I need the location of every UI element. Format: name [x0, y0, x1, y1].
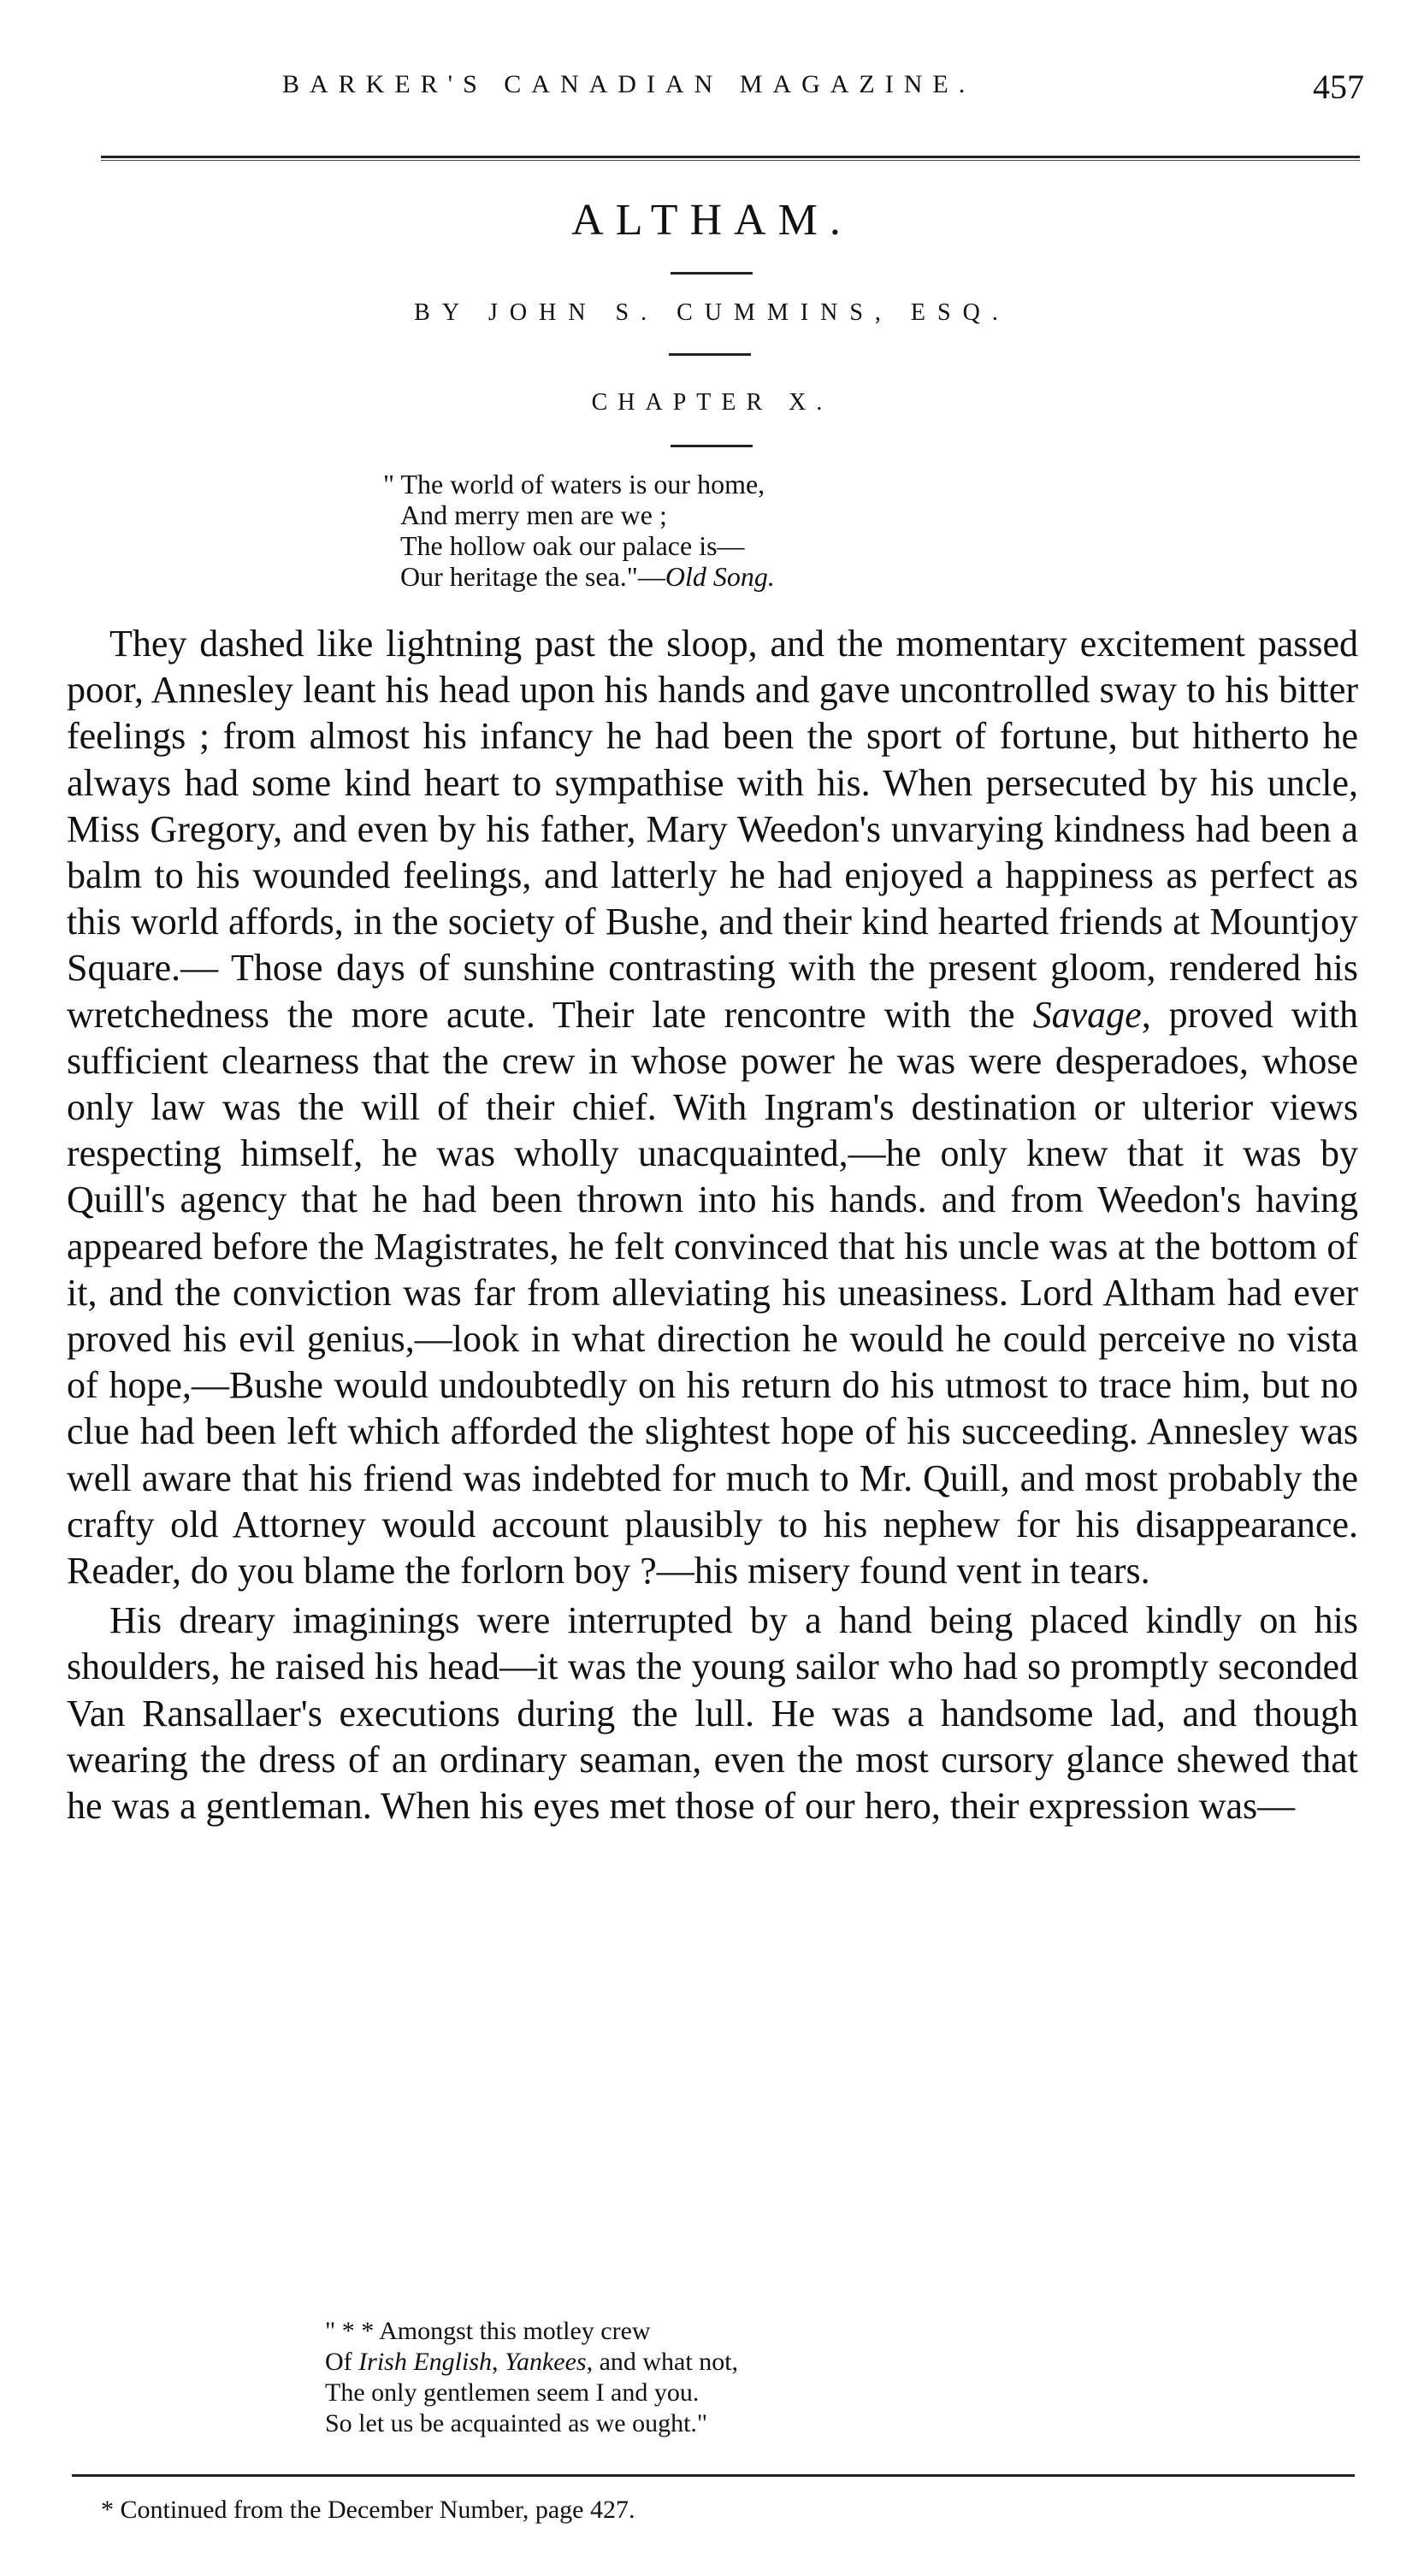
epigraph-line: The hollow oak our palace is— — [400, 530, 745, 561]
verse-text: , — [492, 2348, 505, 2376]
header-rule-thin — [101, 160, 1360, 161]
paragraph-1-continuation: , proved with sufficient clearness that the crew in whose power he was were desperadoes, whose only law was the will of their chief. With Ingram's destination or ulterior views respecting himself, he was wholly unacquainted,—he only knew that it was by Quill's agency that he had been thrown into his hands. and from Weedon's having appeared before the Magistrates, he felt convinced that his uncle was at the bottom of it, and the conviction was far from alleviating his uneasiness. Lord Altham had ever proved his evil genius,—look in what direction he would he could perceive no vista of hope,—Bushe would undoubtedly on his return do his utmost to trace him, but no clue had been left which afforded the slightest hope of his succeeding. Annesley was well aware that his friend was indebted for much to Mr. Quill, and most probably the crafty old Attorney would account plausibly to his nephew for his disappearance. Reader, do you blame the forlorn boy ?—his misery found vent in tears. — [67, 993, 1358, 1592]
epigraph-line: Our heritage the sea."— — [400, 561, 665, 592]
footnote: * Continued from the December Number, page 427. — [101, 2496, 635, 2524]
epigraph-line: " The world of waters is our home, — [383, 469, 765, 499]
verse-line: The only gentlemen seem I and you. — [325, 2378, 700, 2407]
ship-name: Savage — [1032, 993, 1142, 1036]
verse-italic: Yankees — [505, 2348, 587, 2376]
epigraph — [383, 469, 1153, 592]
title-rule — [671, 272, 753, 275]
verse-text: , and what not, — [586, 2348, 739, 2376]
article-byline: BY JOHN S. CUMMINS, ESQ. — [414, 299, 1010, 326]
verse-text: Of — [325, 2348, 359, 2376]
header-rule — [101, 156, 1360, 158]
paragraph-1 — [67, 621, 1358, 1594]
epigraph-source: Old Song. — [665, 561, 775, 592]
verse-quotation — [325, 2316, 1095, 2439]
verse-line: So let us be acquainted as we ought." — [325, 2409, 708, 2437]
running-title: BARKER'S CANADIAN MAGAZINE. — [282, 70, 976, 98]
article-body — [67, 621, 1358, 1829]
epigraph-line: And merry men are we ; — [400, 499, 667, 530]
byline-rule — [669, 353, 751, 356]
paragraph-1-text: They dashed like lightning past the sloop, and the momentary excitement passed poor, Annesley leant his head upon his hands and gave uncontrolled sway to his bitter feelings ; from almost his infancy he had been the sport of fortune, but hitherto he always had some kind heart to sympathise with his. When persecuted by his uncle, Miss Gregory, and even by his father, Mary Weedon's unvarying kindness had been a balm to his wounded feelings, and latterly he had enjoyed a happiness as perfect as this world affords, in the society of Bushe, and their kind hearted friends at Mountjoy Square.— Those days of sunshine contrasting with the present gloom, rendered his wretchedness the more acute. Their late rencontre with the — [67, 623, 1358, 1036]
epigraph-last-line — [383, 561, 1153, 592]
verse-italic: Irish English — [358, 2348, 493, 2376]
chapter-heading: CHAPTER X. — [591, 389, 833, 416]
verse-line: " * * Amongst this motley crew — [325, 2317, 651, 2345]
paragraph-2: His dreary imaginings were interrupted by a hand being placed kindly on his shoulders, he raised his head—it was the young sailor who had so promptly seconded Van Ransallaer's executions during the lull. He was a handsome lad, and though wearing the dress of an ordinary seaman, even the most cursory glance shewed that he was a gentleman. When his eyes met those of our hero, their expression was— — [67, 1599, 1358, 1828]
verse-line — [325, 2347, 1095, 2378]
footnote-rule — [72, 2474, 1355, 2477]
chapter-rule — [671, 445, 753, 447]
article-title: ALTHAM. — [571, 196, 853, 245]
page-number: 457 — [1313, 68, 1364, 106]
